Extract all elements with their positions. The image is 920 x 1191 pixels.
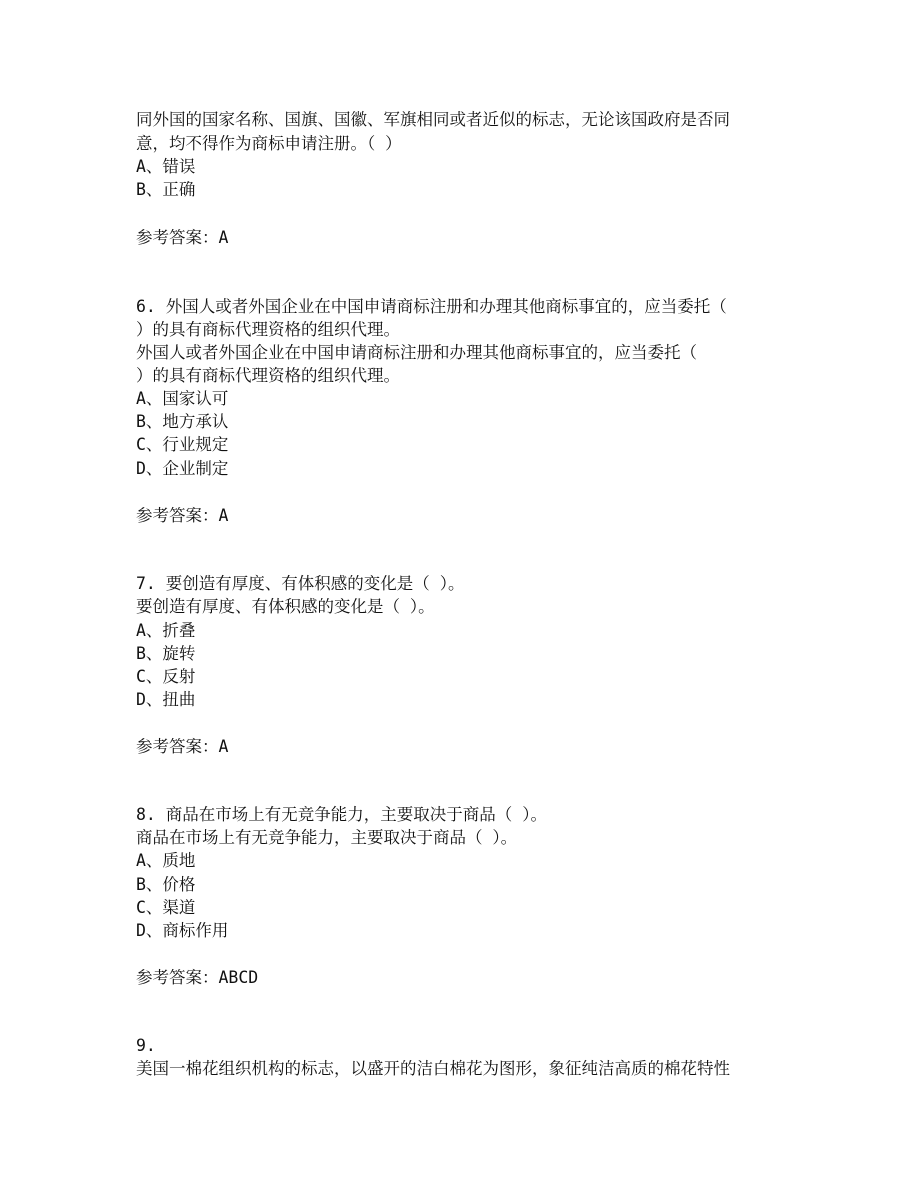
q5-option-a: A、错误 [136, 157, 196, 176]
q6-option-a: A、国家认可 [136, 389, 229, 408]
q5-option-b: B、正确 [136, 180, 196, 199]
q8-option-a: A、质地 [136, 851, 196, 870]
q9-stem-line1: 美国一棉花组织机构的标志，以盛开的洁白棉花为图形，象征纯洁高质的棉花特性 [136, 1059, 730, 1078]
q8-answer: 参考答案：ABCD [136, 968, 259, 987]
q6-answer: 参考答案：A [136, 506, 229, 525]
q6-stem-line2: ）的具有商标代理资格的组织代理。 [136, 366, 400, 385]
q8-option-c: C、渠道 [136, 898, 196, 917]
q6-stem-line1: 外国人或者外国企业在中国申请商标注册和办理其他商标事宜的，应当委托（ [136, 343, 697, 362]
q6-title-line2: ）的具有商标代理资格的组织代理。 [136, 320, 400, 339]
q7-stem: 要创造有厚度、有体积感的变化是（ ）。 [136, 597, 435, 616]
q6-title-line1: 6. 外国人或者外国企业在中国申请商标注册和办理其他商标事宜的，应当委托（ [136, 297, 727, 316]
q7-answer: 参考答案：A [136, 737, 229, 756]
q8-option-d: D、商标作用 [136, 921, 229, 940]
q7-option-a: A、折叠 [136, 621, 196, 640]
q5-stem-line1: 同外国的国家名称、国旗、国徽、军旗相同或者近似的标志，无论该国政府是否同 [136, 110, 730, 129]
q6-option-b: B、地方承认 [136, 412, 229, 431]
q7-option-c: C、反射 [136, 667, 196, 686]
q7-option-b: B、旋转 [136, 644, 196, 663]
q8-option-b: B、价格 [136, 875, 196, 894]
q6-option-d: D、企业制定 [136, 459, 229, 478]
q6-option-c: C、行业规定 [136, 435, 229, 454]
q7-title: 7. 要创造有厚度、有体积感的变化是（ ）。 [136, 574, 465, 593]
q5-answer: 参考答案：A [136, 228, 229, 247]
q5-stem-line2: 意，均不得作为商标申请注册。（ ） [136, 134, 402, 153]
q8-title: 8. 商品在市场上有无竞争能力，主要取决于商品（ ）。 [136, 805, 547, 824]
q8-stem: 商品在市场上有无竞争能力，主要取决于商品（ ）。 [136, 828, 518, 847]
q9-number: 9. [136, 1036, 156, 1055]
q7-option-d: D、扭曲 [136, 690, 196, 709]
